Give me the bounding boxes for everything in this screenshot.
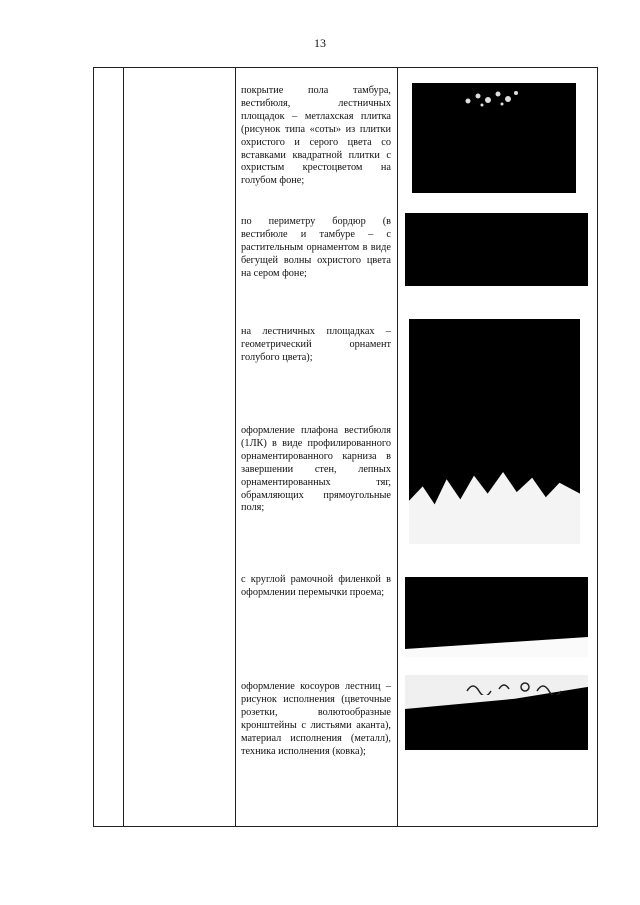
row-text-stair-stringers: оформление косоуров лестниц – рисунок исполнения (цветочные розетки, волютообразные кронштейны с листьями аканта), материал исполнения (металл), техника исполнения (ковка); — [241, 681, 391, 757]
column-divider — [123, 68, 124, 826]
description-table — [93, 67, 598, 827]
row-text-border: по периметру бордюр (в вестибюле и тамбуре – с растительным орнаментом в виде бегущей волны охристого цвета на сером фоне; — [241, 216, 391, 279]
photo-floor-tiles — [412, 83, 576, 193]
row-text-floor-covering: покрытие пола тамбура, вестибюля, лестничных площадок – метлахская плитка (рисунок типа «соты» из плитки охристого и серого цвета со вставками квадратной плитки с охристым крестоцветом на голубом фоне; — [241, 85, 391, 187]
row-text-ceiling: оформление плафона вестибюля (1ЛК) в виде профилированного орнаментированного карниза в завершении стен, лепных орнаментированных тяг, обрамляющих прямоугольные поля; — [241, 425, 391, 514]
photo-border — [405, 213, 588, 286]
photo-arch-panel — [405, 577, 588, 657]
page-number: 13 — [314, 36, 326, 50]
column-divider — [397, 68, 398, 826]
column-divider — [235, 68, 236, 826]
photo-ceiling — [409, 319, 580, 544]
railing-ornament-icon — [465, 679, 565, 695]
row-text-landings: на лестничных площадках – геометрический орнамент голубого цвета); — [241, 326, 391, 363]
photo-stair-stringers — [405, 675, 588, 750]
tile-pattern-icon — [462, 87, 522, 109]
row-text-arch-panel: с круглой рамочной филенкой в оформлении перемычки проема; — [241, 574, 391, 598]
